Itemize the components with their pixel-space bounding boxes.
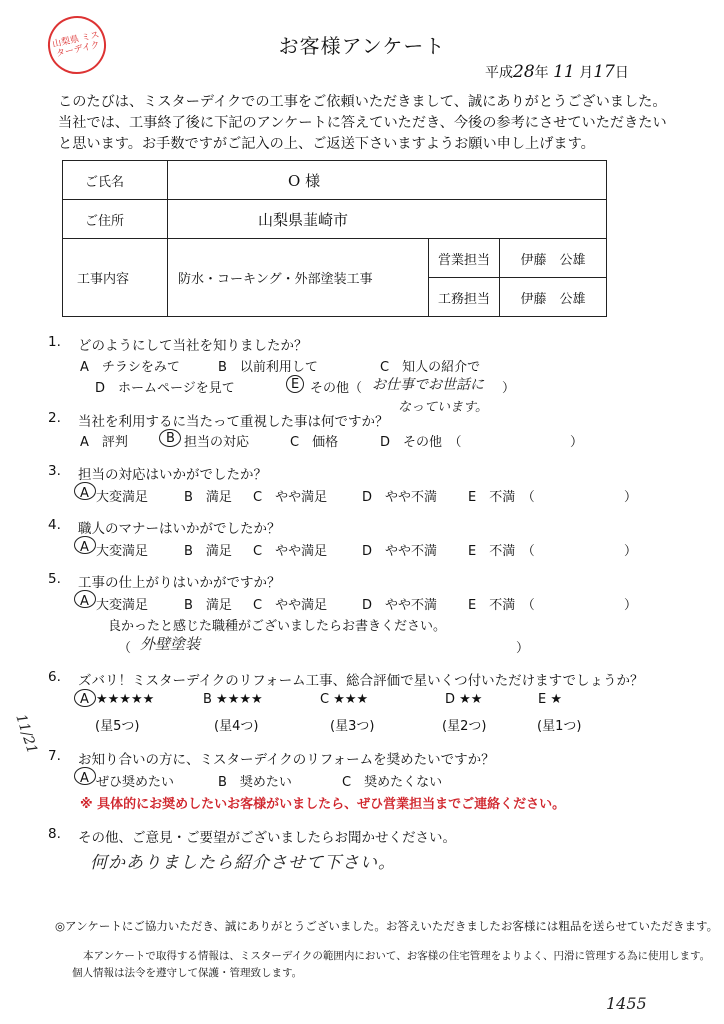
address-value: 山梨県韮崎市 [168,200,607,239]
name-label: ご氏名 [63,161,168,200]
q8-handwritten-answer: 何かありましたら紹介させて下さい。 [90,853,396,873]
selected-circle-mark [159,429,181,447]
q3-option-e: E 不満 （ [468,490,535,505]
q5-option-a-text: 大変満足 [96,598,149,613]
q8-text: その他、ご意見・ご要望がございましたらお聞かせください。 [78,830,456,846]
selected-circle-mark [74,482,96,500]
q7-option-a-text: ぜひ奨めたい [96,775,175,790]
q6-option-b-sub: (星4つ) [214,719,259,734]
q6-option-c: C ★★★ [320,692,369,707]
selected-circle-mark [74,590,96,608]
q6-option-d: D ★★ [445,692,483,707]
sales-value: 伊藤 公雄 [500,239,607,278]
intro-line: 当社では、工事終了後に下記のアンケートに答えていただき、今後の参考にさせていただきたい [58,115,667,131]
company-seal-stamp: 山梨県 ミスターデイク [43,11,112,80]
date-day: 17 [593,62,615,82]
q4-option-d: D やや不満 [362,544,438,559]
q5-subquestion: 良かったと感じた職種がございましたらお書きください。 [108,619,447,634]
q5-text: 工事の仕上がりはいかがですか？ [78,575,281,591]
page-number: 1455 [606,994,647,1013]
sales-label: 営業担当 [429,239,500,278]
selected-circle-mark [74,767,96,785]
q3-option-a: A [80,486,89,501]
q4-option-e: E 不満 （ [468,544,535,559]
q5-option-e: E 不満 （ [468,598,535,613]
q7-option-b: B 奨めたい [218,775,292,790]
margin-note: 11/21 [12,712,41,756]
footer-thanks: ◎アンケートにご協力いただき、誠にありがとうございました。お答えいただきましたお客様には粗品を送らせていただきます。 [55,919,719,933]
q5-open-paren: （ [118,641,132,656]
q6-number: 6. [48,669,61,685]
q1-option-d: D ホームページを見て [95,381,235,396]
q8-number: 8. [48,826,61,842]
q6-option-b: B ★★★★ [203,692,263,707]
q6-option-a-stars: ★★★★★ [96,692,155,707]
date-month-unit: 月 [579,65,594,81]
q3-option-a-text: 大変満足 [96,490,149,505]
q3-option-d: D やや不満 [362,490,438,505]
q5-handwritten-answer: 外壁塗装 [140,635,201,653]
date-year: 28 [513,62,535,82]
q2-option-b-text: 担当の対応 [184,435,250,450]
date-era: 平成 [485,65,513,81]
footer-privacy-2: 個人情報は法令を遵守して保護・管理致します。 [72,967,303,979]
q2-option-c: C 価格 [290,435,339,450]
q1-option-c: C 知人の紹介で [380,360,481,375]
q6-option-e-sub: (星1つ) [537,719,582,734]
q3-close-paren: ） [624,490,638,505]
intro-text [58,92,698,155]
customer-info-table [62,160,607,317]
work-label: 工事内容 [63,239,168,317]
construction-value: 伊藤 公雄 [500,278,607,317]
q6-option-d-sub: (星2つ) [442,719,487,734]
q5-option-b: B 満足 [184,598,232,613]
q5-option-a: A [80,594,89,609]
q5-option-c: C やや満足 [253,598,328,613]
date-day-unit: 日 [614,65,629,81]
q1-number: 1. [48,334,61,350]
q7-number: 7. [48,748,61,764]
q2-option-a: A 評判 [80,435,128,450]
date-month: 11 [553,62,575,82]
q7-note: ※ 具体的にお奨めしたいお客様がいましたら、ぜひ営業担当までご連絡ください。 [80,797,566,812]
survey-date [485,62,629,82]
q5-close-paren: ） [624,598,638,613]
selected-circle-mark [74,689,96,707]
q1-option-e-text: その他（ [310,381,363,396]
q5-option-d: D やや不満 [362,598,438,613]
q1-handwritten-answer: お仕事でお世話に [372,377,484,393]
date-year-unit: 年 [534,65,549,81]
q2-option-b: B [166,431,175,446]
q2-text: 当社を利用するに当たって重視した事は何ですか？ [78,414,389,430]
q2-number: 2. [48,410,61,426]
name-value: O 様 [168,161,607,200]
intro-line: このたびは、ミスターデイクでの工事をご依頼いただきまして、誠にありがとうございました。 [58,94,667,110]
q5-number: 5. [48,571,61,587]
q6-text: ズバリ！ミスターデイクのリフォーム工事、総合評価で星いくつ付いただけますでしょうか？ [78,673,644,689]
q6-option-e: E ★ [538,692,563,707]
work-value: 防水・コーキング・外部塗装工事 [168,239,429,317]
q7-option-a: A [80,771,89,786]
q3-option-c: C やや満足 [253,490,328,505]
q6-option-a: A [80,692,89,707]
footer-privacy-1: 本アンケートで取得する情報は、ミスターデイクの範囲内において、お客様の住宅管理をよりよく、円滑に管理する為に使用します。 [83,950,711,962]
page-title: お客様アンケート [278,34,446,58]
q4-text: 職人のマナーはいかがでしたか？ [78,521,281,537]
selected-circle-mark [286,375,304,393]
q7-option-c: C 奨めたくない [342,775,443,790]
q4-option-c: C やや満足 [253,544,328,559]
q3-text: 担当の対応はいかがでしたか？ [78,467,267,483]
q1-close-paren: ） [502,381,516,396]
q6-option-a-sub: (星5つ) [95,719,140,734]
q1-option-e: E [291,377,300,392]
intro-line: と思います。お手数ですがご記入の上、ご返送下さいますようお願い申し上げます。 [58,136,595,152]
q1-option-a: A チラシをみて [80,360,180,375]
q4-close-paren: ） [624,544,638,559]
construction-label: 工務担当 [429,278,500,317]
q2-close-paren: ） [570,435,584,450]
q1-option-b: B 以前利用して [218,360,318,375]
q4-option-a-text: 大変満足 [96,544,149,559]
q7-text: お知り合いの方に、ミスターデイクのリフォームを奨めたいですか？ [78,752,495,768]
q3-option-b: B 満足 [184,490,232,505]
q3-number: 3. [48,463,61,479]
q4-option-b: B 満足 [184,544,232,559]
q5-close-paren-2: ） [516,641,530,656]
q2-option-d: D その他 （ [380,435,462,450]
q4-number: 4. [48,517,61,533]
selected-circle-mark [74,536,96,554]
q6-option-c-sub: (星3つ) [330,719,375,734]
q1-handwritten-answer-cont: なっています。 [398,400,488,415]
address-label: ご住所 [63,200,168,239]
q4-option-a: A [80,540,89,555]
q1-text: どのようにして当社を知りましたか？ [78,338,308,354]
